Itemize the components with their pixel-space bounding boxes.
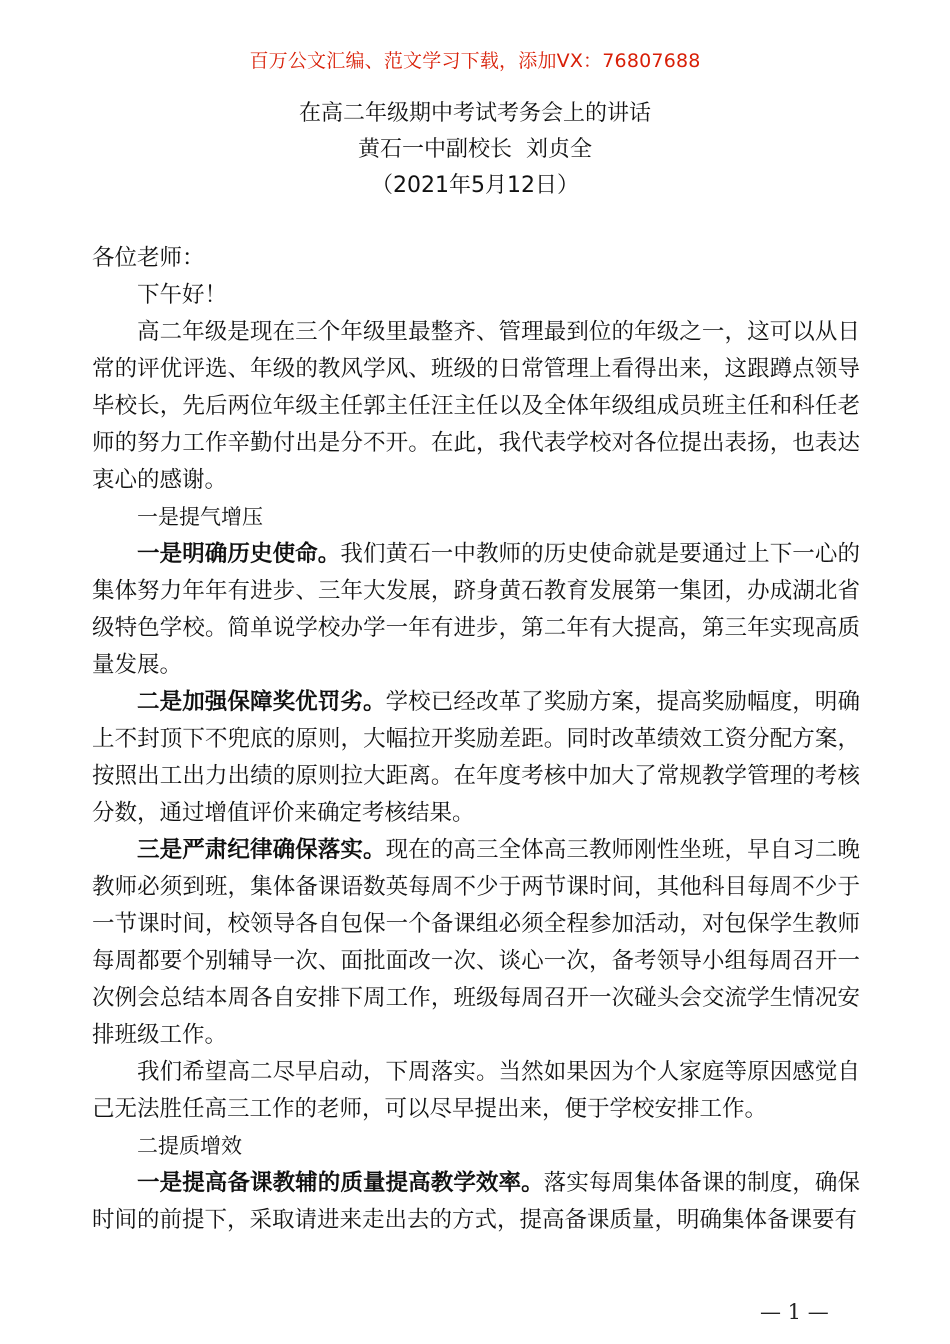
paragraph-text: 现在的高三全体高三教师刚性坐班，早自习二晚教师必须到班，集体备课语数英每周不少于两节课时间，其他科目每周不少于一节课时间，校领导各自包保一个备课组必须全程参加活动，对包保学生教师每周都要个别辅导一次、面批面改一次、谈心一次，备考领导小组每周召开一次例会总结本周各自安排下周工作，班级每周召开一次碰头会交流学生情况安排班级工作。 — [92, 837, 860, 1048]
section-heading-1: 一是提气增压 — [137, 505, 263, 529]
speech-date: （2021年5月12日） — [371, 173, 579, 198]
paragraph-lead: 三是严肃纪律确保落实。 — [137, 837, 386, 863]
paragraph-text: 我们黄石一中教师的历史使命就是要通过上下一心的集体努力年年有进步、三年大发展，跻身黄石教育发展第一集团，办成湖北省级特色学校。简单说学校办学一年有进步，第二年有大提高，第三年实现高质量发展。 — [92, 541, 860, 678]
document-header — [0, 96, 950, 204]
section1-closing: 我们希望高二尽早启动，下周落实。当然如果因为个人家庭等原因感觉自己无法胜任高三工作的老师，可以尽早提出来，便于学校安排工作。 — [92, 1059, 860, 1122]
paragraph-lead: 一是提高备课教辅的质量提高教学效率。 — [137, 1170, 544, 1196]
page-number: — 1 — — [760, 1300, 829, 1324]
speaker-line: 黄石一中副校长 刘贞全 — [358, 137, 592, 162]
section-heading-2: 二提质增效 — [137, 1134, 242, 1158]
salutation: 各位老师： — [92, 245, 205, 271]
section1-paragraph-2 — [92, 684, 860, 832]
paragraph-text: 学校已经改革了奖励方案，提高奖励幅度，明确上不封顶下不兜底的原则，大幅拉开奖励差距。同时改革绩效工资分配方案，按照出工出力出绩的原则拉大距离。在年度考核中加大了常规教学管理的考核分数，通过增值评价来确定考核结果。 — [92, 689, 860, 826]
document-body — [92, 240, 860, 1239]
section1-paragraph-1 — [92, 536, 860, 684]
paragraph-lead: 一是明确历史使命。 — [137, 541, 341, 567]
document-title: 在高二年级期中考试考务会上的讲话 — [298, 101, 651, 126]
section2-paragraph-1 — [92, 1165, 860, 1239]
paragraph-lead: 二是加强保障奖优罚劣。 — [137, 689, 386, 715]
watermark-banner: 百万公文汇编、范文学习下载，添加VX：76807688 — [249, 50, 701, 72]
intro-paragraph: 高二年级是现在三个年级里最整齐、管理最到位的年级之一，这可以从日常的评优评选、年级的教风学风、班级的日常管理上看得出来，这跟蹲点领导毕校长，先后两位年级主任郭主任汪主任以及全体年级组成员班主任和科任老师的努力工作辛勤付出是分不开。在此，我代表学校对各位提出表扬，也表达衷心的感谢。 — [92, 319, 860, 493]
paragraph-text: 落实每周集体备课的制度，确保时间的前提下，采取请进来走出去的方式，提高备课质量，明确集体备课要有 — [92, 1170, 860, 1233]
section1-paragraph-3 — [92, 832, 860, 1054]
greeting: 下午好！ — [137, 282, 228, 308]
